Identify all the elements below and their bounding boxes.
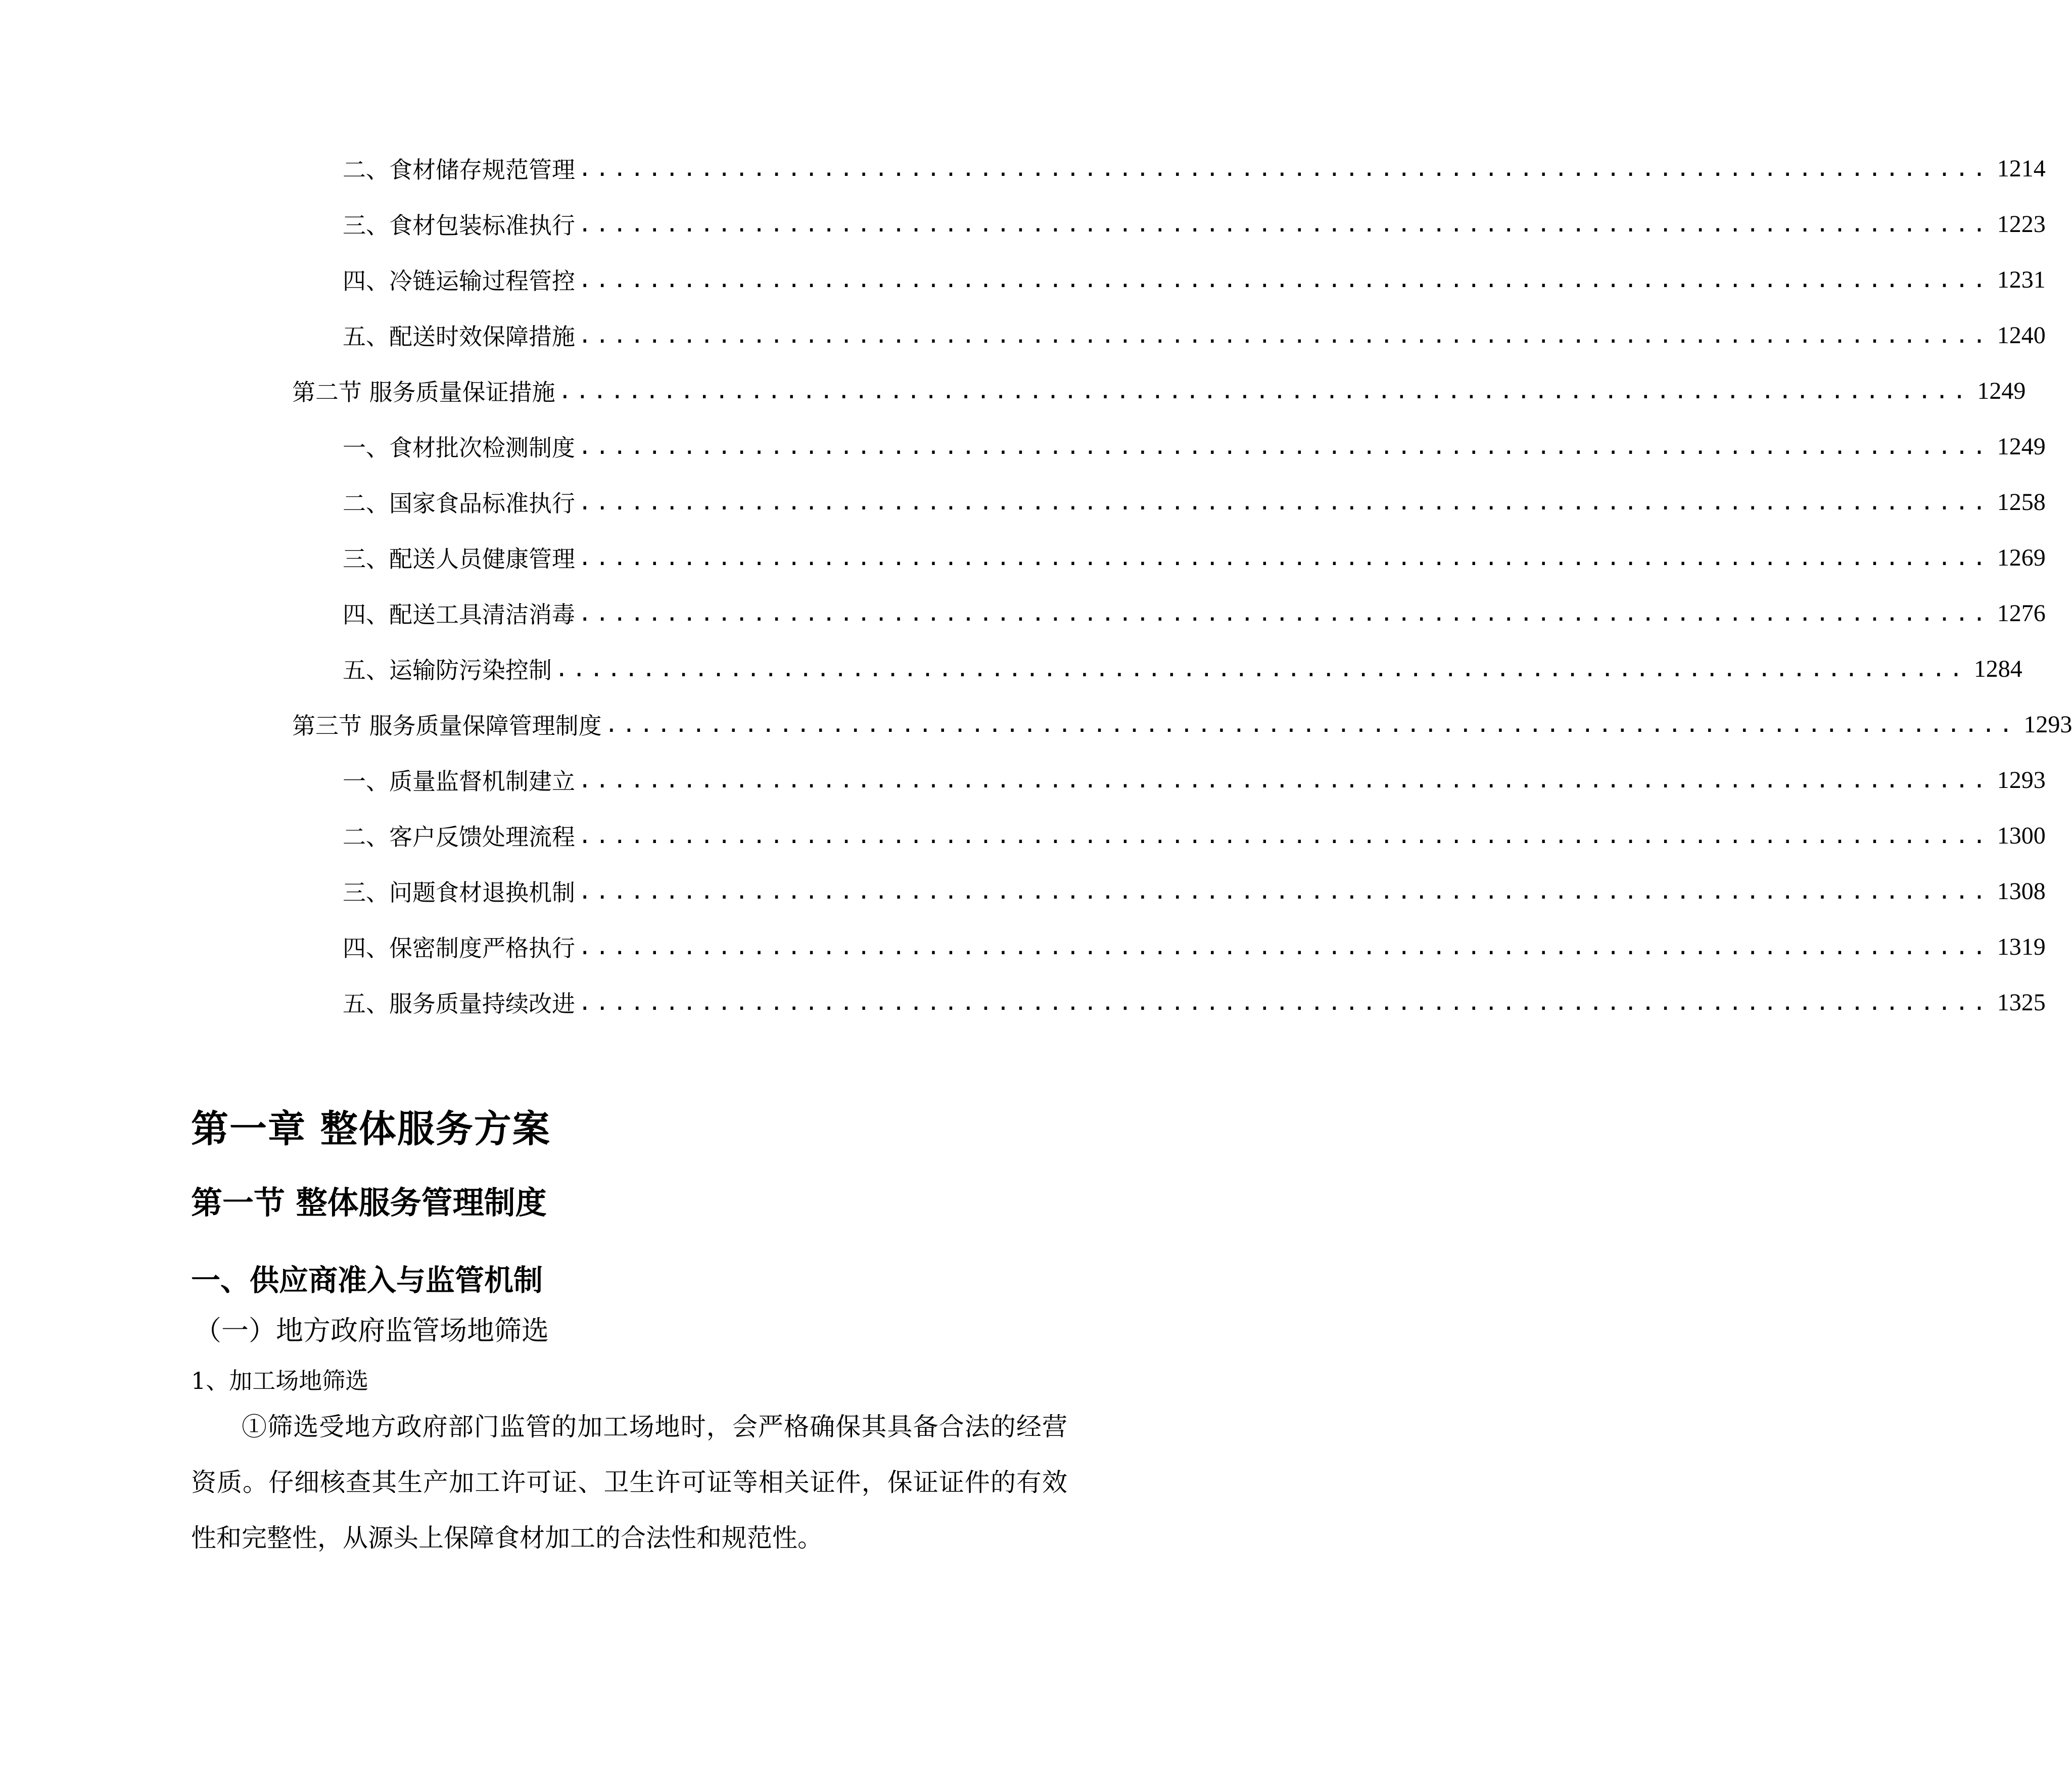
toc-entry-number: 四、 [343, 601, 389, 628]
toc-entry[interactable] [343, 262, 2046, 297]
toc-entry[interactable] [343, 873, 2046, 909]
toc-dot-leader: ................................................................................. [558, 378, 1970, 404]
toc-entry-title: 问题食材退换机制 [389, 879, 575, 906]
toc-entry-page: 1308 [1997, 877, 2046, 905]
toc-entry-page: 1284 [1973, 655, 2022, 682]
toc-entry[interactable] [343, 429, 2046, 464]
toc-entry-page: 1258 [1997, 488, 2046, 516]
toc-entry-title: 质量监督机制建立 [389, 768, 575, 795]
toc-dot-leader: ................................................................................. [578, 266, 1990, 293]
toc-dot-leader: ................................................................................. [578, 155, 1990, 181]
toc-entry-number: 一、 [343, 434, 389, 461]
toc-entry-title: 保密制度严格执行 [389, 935, 575, 962]
toc-dot-leader: ................................................................................. [578, 767, 1990, 793]
toc-entry-title: 配送人员健康管理 [389, 545, 575, 573]
toc-entry[interactable] [343, 651, 2022, 686]
toc-entry-number: 五、 [343, 990, 389, 1017]
toc-entry-number: 二、 [343, 490, 389, 517]
toc-entry-number: 五、 [343, 323, 389, 350]
toc-entry-page: 1276 [1997, 599, 2046, 627]
toc-entry[interactable] [343, 762, 2046, 798]
toc-entry-page: 1231 [1997, 266, 2046, 293]
toc-entry-number: 三、 [343, 545, 389, 573]
toc-entry-page: 1293 [1997, 766, 2046, 794]
toc-entry-title: 第三节 服务质量保障管理制度 [292, 712, 602, 739]
toc-entry[interactable] [343, 151, 2046, 186]
toc-entry-title: 运输防污染控制 [389, 657, 552, 684]
toc-entry[interactable] [343, 540, 2046, 575]
toc-section-entry[interactable] [292, 373, 2026, 408]
toc-entry-title: 国家食品标准执行 [389, 490, 575, 517]
toc-entry-title: 食材储存规范管理 [389, 156, 575, 183]
toc-entry-number: 五、 [343, 657, 389, 684]
toc-dot-leader: ................................................................................. [578, 934, 1990, 960]
toc-entry-page: 1293 [2023, 711, 2072, 738]
toc-entry[interactable] [343, 818, 2046, 853]
toc-entry-number: 三、 [343, 879, 389, 906]
toc-dot-leader: ................................................................................. [604, 711, 2017, 737]
toc-entry-number: 四、 [343, 935, 389, 962]
toc-dot-leader: ................................................................................. [578, 878, 1990, 904]
toc-entry[interactable] [343, 595, 2046, 631]
toc-dot-leader: ................................................................................. [578, 322, 1990, 348]
toc-dot-leader: ................................................................................. [578, 433, 1990, 459]
toc-entry-title: 食材包装标准执行 [389, 212, 575, 239]
toc-section-entry[interactable] [292, 707, 2072, 742]
body-paragraph: ①筛选受地方政府部门监管的加工场地时，会严格确保其具备合法的经营资质。仔细核查其生产加工许可证、卫生许可证等相关证件，保证证件的有效性和完整性，从源头上保障食材加工的合法性和规范性。 [191, 1412, 1067, 1553]
toc-entry-title: 配送工具清洁消毒 [389, 601, 575, 628]
toc-entry-title: 配送时效保障措施 [389, 323, 575, 350]
toc-dot-leader: ................................................................................. [578, 211, 1990, 237]
toc-entry-number: 二、 [343, 156, 389, 183]
toc-entry-page: 1214 [1997, 155, 2046, 182]
toc-dot-leader: ................................................................................. [578, 822, 1990, 849]
toc-entry[interactable] [343, 929, 2046, 964]
toc-entry-page: 1249 [1997, 433, 2046, 460]
toc-entry-number: 一、 [343, 768, 389, 795]
toc-entry-title: 客户反馈处理流程 [389, 823, 575, 851]
toc-dot-leader: ................................................................................. [555, 656, 1967, 682]
toc-entry[interactable] [343, 484, 2046, 520]
toc-entry-title: 服务质量持续改进 [389, 990, 575, 1017]
toc-entry-title: 第二节 服务质量保证措施 [292, 379, 555, 406]
toc-dot-leader: ................................................................................. [578, 544, 1990, 571]
toc-entry[interactable] [343, 317, 2046, 353]
toc-entry-title: 冷链运输过程管控 [389, 267, 575, 295]
toc-entry-page: 1319 [1997, 933, 2046, 960]
toc-entry-page: 1223 [1997, 210, 2046, 238]
toc-entry-page: 1240 [1997, 321, 2046, 349]
point-heading: 1、加工场地筛选 [191, 1367, 369, 1394]
section-heading: 第一节 整体服务管理制度 [191, 1184, 547, 1221]
toc-entry-page: 1300 [1997, 822, 2046, 849]
toc-entry-page: 1269 [1997, 544, 2046, 571]
toc-dot-leader: ................................................................................. [578, 989, 1990, 1015]
toc-dot-leader: ................................................................................. [578, 600, 1990, 626]
toc-entry[interactable] [343, 206, 2046, 242]
toc-entry-page: 1325 [1997, 989, 2046, 1016]
toc-entry-title: 食材批次检测制度 [389, 434, 575, 461]
toc-dot-leader: ................................................................................. [578, 489, 1990, 515]
chapter-heading: 第一章 整体服务方案 [191, 1107, 551, 1151]
item-heading: 一、供应商准入与监管机制 [191, 1263, 543, 1297]
toc-entry-number: 二、 [343, 823, 389, 851]
toc-entry-number: 三、 [343, 212, 389, 239]
subitem-heading: （一）地方政府监管场地筛选 [194, 1315, 549, 1346]
toc-entry-number: 四、 [343, 267, 389, 295]
toc-entry[interactable] [343, 985, 2046, 1020]
toc-entry-page: 1249 [1977, 377, 2026, 404]
